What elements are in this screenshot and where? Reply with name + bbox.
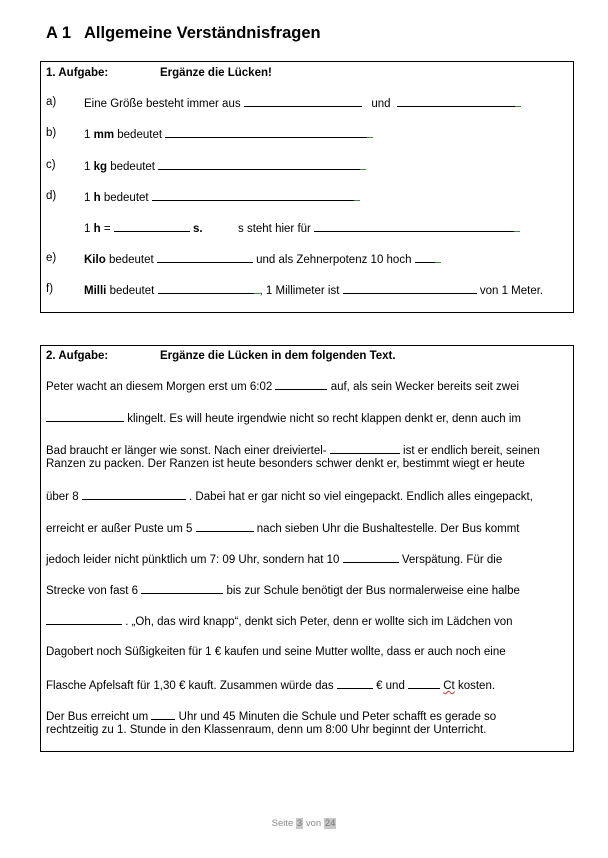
item-a-letter: a)	[46, 96, 57, 108]
item-c	[84, 158, 366, 174]
item-e-text1: bedeutet	[108, 254, 154, 266]
gap-f1[interactable]	[158, 282, 258, 294]
item-c-text: bedeutet	[110, 161, 155, 173]
item-b-text: bedeutet	[117, 129, 163, 141]
gap-2-9[interactable]	[337, 677, 373, 689]
gap-a1[interactable]	[244, 95, 362, 107]
gap-2-10[interactable]	[408, 677, 440, 689]
grammar-mark	[515, 101, 521, 107]
footer-page-number: 3	[296, 818, 303, 829]
text-segment: klingelt. Es will heute irgendwie nicht so recht klappen denkt er, denn auch im	[127, 413, 521, 425]
text-line-3	[46, 442, 566, 458]
text-line-10	[46, 645, 566, 659]
item-d2-right	[238, 220, 520, 236]
item-c-letter: c)	[46, 159, 56, 171]
text-segment: Der Bus erreicht um	[46, 711, 149, 723]
text-line-9	[46, 613, 566, 629]
text-segment: Ranzen zu packen. Der Ranzen ist heute besonders schwer denkt er, bestimmt wiegt er heute	[46, 458, 525, 470]
footer-of-word: von	[305, 818, 322, 829]
grammar-mark	[435, 257, 441, 263]
item-f-text2: , 1 Millimeter ist	[259, 285, 340, 297]
gap-d[interactable]	[152, 189, 358, 201]
item-d	[84, 189, 360, 205]
item-e-letter: e)	[46, 252, 57, 264]
page-footer	[0, 818, 608, 829]
text-line-11	[46, 677, 566, 693]
item-d-letter: d)	[46, 190, 57, 202]
text-segment: nach sieben Uhr die Bushaltestelle. Der Bus kommt	[256, 523, 520, 535]
text-segment: Ct	[443, 680, 455, 692]
text-segment: Flasche Apfelsaft für 1,30 € kauft. Zusammen würde das	[46, 680, 334, 692]
gap-d2-s[interactable]	[314, 220, 518, 232]
gap-2-3[interactable]	[330, 442, 400, 454]
item-d-text: bedeutet	[103, 192, 149, 204]
item-f-letter: f)	[46, 283, 54, 295]
footer-page-total: 24	[324, 818, 336, 829]
text-segment: kosten.	[457, 680, 496, 692]
text-segment: jedoch leider nicht pünktlich um 7: 09 Uhr, sondern hat 10	[46, 554, 340, 566]
item-e-text2: und als Zehnerpotenz 10 hoch	[256, 254, 412, 266]
grammar-mark	[514, 226, 520, 232]
gap-2-6[interactable]	[343, 551, 399, 563]
item-e	[84, 251, 441, 267]
gap-2-8[interactable]	[46, 613, 122, 625]
gap-2-2[interactable]	[46, 410, 124, 422]
item-b-num: 1	[84, 129, 91, 141]
text-segment: Verspätung. Für die	[401, 554, 503, 566]
item-d-num: 1	[84, 192, 91, 204]
task2-label: 2. Aufgabe:	[46, 350, 109, 362]
grammar-mark	[367, 132, 373, 138]
item-f-text1: bedeutet	[109, 285, 155, 297]
text-segment: Dagobert noch Süßigkeiten für 1 € kaufen und seine Mutter wollte, dass er auch noch eine	[46, 646, 506, 658]
item-d2-unit: h	[93, 223, 101, 235]
gap-2-11[interactable]	[151, 708, 175, 720]
text-segment: erreicht er außer Puste um 5	[46, 523, 193, 535]
task1-instruction: Ergänze die Lücken!	[160, 67, 272, 79]
item-d2	[84, 220, 203, 236]
text-line-5	[46, 488, 566, 504]
text-line-8	[46, 582, 566, 598]
item-d2-s: s.	[192, 223, 203, 235]
gap-f2[interactable]	[343, 282, 477, 294]
item-b	[84, 126, 373, 142]
item-b-letter: b)	[46, 127, 57, 139]
gap-2-7[interactable]	[141, 582, 223, 594]
gap-c[interactable]	[158, 158, 364, 170]
text-segment: Peter wacht an diesem Morgen erst um 6:02	[46, 381, 273, 393]
item-f	[84, 282, 543, 298]
text-segment: Bad braucht er länger wie sonst. Nach einer dreiviertel-	[46, 445, 327, 457]
task1-label: 1. Aufgabe:	[46, 67, 109, 79]
text-segment: . Dabei hat er gar nicht so viel eingepackt. Endlich alles eingepackt,	[189, 491, 533, 503]
grammar-mark	[360, 164, 366, 170]
text-line-12	[46, 708, 566, 724]
item-a	[84, 95, 521, 111]
text-line-2	[46, 410, 566, 426]
section-title: Allgemeine Verständnisfragen	[84, 24, 321, 42]
text-segment: rechtzeitig zu 1. Stunde in den Klassenraum, denn um 8:00 Uhr beginnt der Unterricht.	[46, 724, 487, 736]
gap-b[interactable]	[165, 126, 371, 138]
gap-a2[interactable]	[397, 95, 519, 107]
item-d2-eq: =	[103, 223, 111, 235]
item-a-text: Eine Größe besteht immer aus	[84, 98, 241, 110]
item-f-text3: von 1 Meter.	[479, 285, 544, 297]
item-d2-num: 1	[84, 223, 91, 235]
text-line-6	[46, 520, 566, 536]
text-segment: € und	[376, 680, 405, 692]
gap-2-4[interactable]	[82, 488, 186, 500]
text-segment: über 8	[46, 491, 79, 503]
item-d-unit: h	[93, 192, 101, 204]
section-heading	[46, 24, 321, 43]
gap-2-1[interactable]	[275, 378, 327, 390]
item-a-and: und	[371, 98, 391, 110]
task2-instruction: Ergänze die Lücken in dem folgenden Text.	[160, 350, 396, 362]
text-segment: Strecke von fast 6	[46, 585, 139, 597]
text-segment: auf, als sein Wecker bereits seit zwei	[330, 381, 520, 393]
item-c-num: 1	[84, 161, 91, 173]
text-segment: Uhr und 45 Minuten die Schule und Peter schafft es gerade so	[178, 711, 497, 723]
text-line-1	[46, 378, 566, 394]
text-line-7	[46, 551, 566, 567]
gap-d2-seconds[interactable]	[114, 220, 190, 232]
gap-2-5[interactable]	[196, 520, 254, 532]
text-segment: ist er endlich bereit, seinen	[403, 445, 540, 457]
text-line-13	[46, 723, 566, 737]
item-c-unit: kg	[93, 161, 108, 173]
grammar-mark	[354, 195, 360, 201]
text-segment: bis zur Schule benötigt der Bus normalerweise eine halbe	[226, 585, 520, 597]
text-segment: . „Oh, das wird knapp“, denkt sich Peter, denn er wollte sich im Lädchen von	[125, 616, 513, 628]
item-d2-text: s steht hier für	[238, 223, 311, 235]
section-number: A 1	[46, 24, 72, 42]
text-line-4	[46, 457, 566, 471]
gap-e1[interactable]	[157, 251, 253, 263]
footer-page-word: Seite	[271, 818, 294, 829]
item-f-word: Milli	[84, 285, 107, 297]
item-e-word: Kilo	[84, 254, 106, 266]
item-b-unit: mm	[93, 129, 115, 141]
